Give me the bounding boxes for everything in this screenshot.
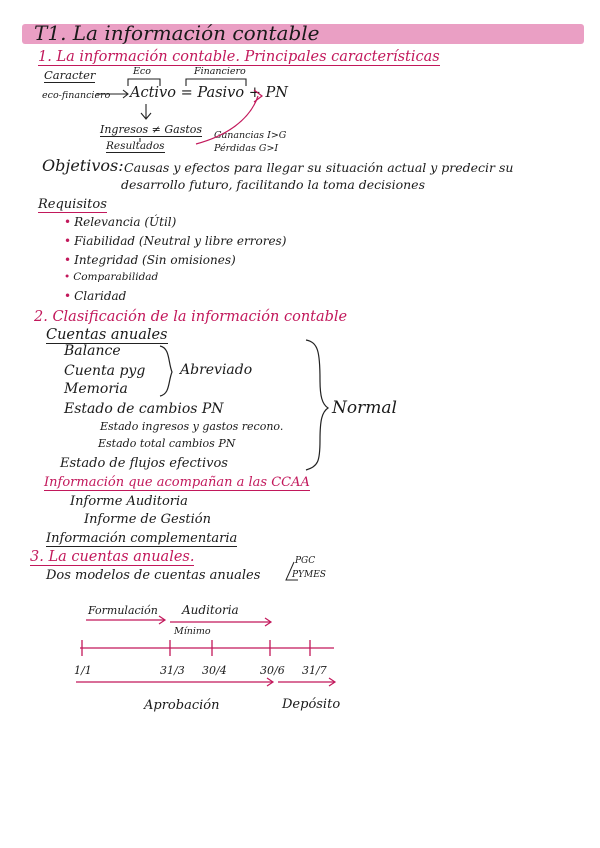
auditoria-label: Auditoria bbox=[182, 603, 239, 617]
aprobacion-label: Aprobación bbox=[144, 698, 220, 713]
activo-down-arrow bbox=[141, 104, 151, 119]
cuentas-anuales-label: Cuentas anuales bbox=[46, 327, 168, 343]
abreviado-label: Abreviado bbox=[180, 362, 253, 378]
objetivos-line-1: Causas y efectos para llegar su situación actual y predecir su bbox=[124, 160, 514, 175]
requisito-item: • Integridad (Sin omisiones) bbox=[64, 253, 236, 267]
eco-label: Eco bbox=[133, 66, 151, 77]
date-label: 30/4 bbox=[202, 664, 227, 677]
objetivos-label: Objetivos: bbox=[42, 156, 124, 175]
requisito-item: • Fiabilidad (Neutral y libre errores) bbox=[64, 234, 287, 248]
normal-label: Normal bbox=[332, 398, 397, 418]
aprobacion-arrow bbox=[76, 678, 273, 686]
estado-flujos-label: Estado de flujos efectivos bbox=[60, 456, 228, 471]
financiero-label: Financiero bbox=[194, 66, 246, 77]
info-complementaria-label: Información complementaria bbox=[46, 531, 238, 546]
section-1-heading: 1. La información contable. Principales características bbox=[38, 49, 440, 65]
memoria-label: Memoria bbox=[64, 381, 128, 397]
estado-total-label: Estado total cambios PN bbox=[98, 437, 236, 450]
deposito-arrow bbox=[278, 678, 335, 686]
informe-gestion-label: Informe de Gestión bbox=[84, 512, 211, 527]
requisitos-label: Requisitos bbox=[38, 197, 107, 212]
section-2-heading: 2. Clasificación de la información contable bbox=[34, 309, 348, 325]
abreviado-brace bbox=[160, 346, 172, 396]
eco-financiero-arrow bbox=[96, 90, 128, 98]
date-label: 31/7 bbox=[302, 664, 327, 677]
modelos-label: Dos modelos de cuentas anuales bbox=[46, 568, 261, 583]
eco-financiero-label: eco-financiero bbox=[42, 90, 111, 101]
pgc-pymes-bracket bbox=[286, 562, 298, 580]
minimo-label: Mínimo bbox=[174, 626, 211, 637]
financiero-bracket bbox=[186, 79, 246, 86]
ingresos-gastos-label: Ingresos ≠ Gastos bbox=[100, 123, 203, 136]
requisito-item: • Relevancia (Útil) bbox=[64, 215, 177, 229]
requisito-item: • Comparabilidad bbox=[64, 271, 159, 283]
balance-label: Balance bbox=[64, 343, 121, 359]
formulacion-label: Formulación bbox=[88, 604, 158, 617]
estado-ingresos-label: Estado ingresos y gastos recono. bbox=[100, 420, 284, 433]
date-label: 1/1 bbox=[74, 664, 92, 677]
caracter-label: Caracter bbox=[44, 68, 96, 82]
date-label: 31/3 bbox=[160, 664, 185, 677]
resultados-label: Resultados bbox=[106, 140, 165, 152]
cuenta-pyg-label: Cuenta pyg bbox=[64, 363, 146, 379]
pn-curve-arrow bbox=[196, 90, 262, 144]
pgc-label: PGC bbox=[295, 556, 316, 566]
pymes-label: PYMES bbox=[292, 570, 326, 580]
section-3-heading: 3. La cuentas anuales. bbox=[30, 549, 195, 565]
objetivos-line-2: desarrollo futuro, facilitando la toma decisiones bbox=[121, 177, 425, 192]
deposito-label: Depósito bbox=[282, 697, 341, 712]
page-title: T1. La información contable bbox=[34, 21, 320, 45]
estado-cambios-label: Estado de cambios PN bbox=[64, 401, 224, 417]
info-acompanan-label: Información que acompañan a las CCAA bbox=[44, 475, 310, 490]
date-label: 30/6 bbox=[260, 664, 285, 677]
perdidas-label: Pérdidas G>I bbox=[214, 143, 279, 154]
requisito-item: • Claridad bbox=[64, 289, 127, 303]
auditoria-arrow bbox=[170, 618, 271, 626]
formulacion-arrow bbox=[86, 616, 165, 624]
accounting-equation: Activo = Pasivo + PN bbox=[130, 85, 288, 101]
ganancias-label: Ganancias I>G bbox=[214, 130, 287, 141]
timeline-axis bbox=[80, 640, 334, 656]
informe-auditoria-label: Informe Auditoria bbox=[70, 494, 188, 509]
eco-bracket bbox=[128, 79, 160, 86]
normal-bracket bbox=[306, 340, 328, 470]
